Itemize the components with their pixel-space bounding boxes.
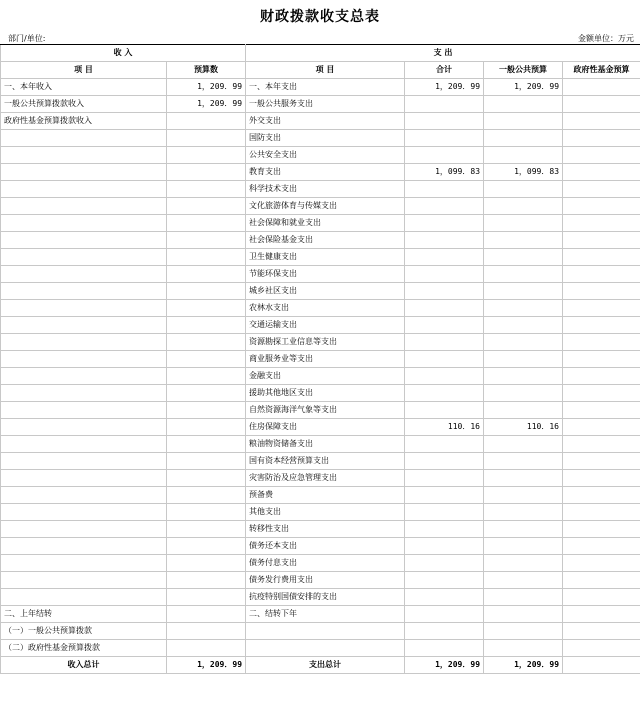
expense-general-cell	[484, 334, 563, 351]
expense-general-cell	[484, 521, 563, 538]
expense-item-cell: 国防支出	[246, 130, 405, 147]
expense-total-cell	[405, 589, 484, 606]
department-label: 部门/单位:	[8, 34, 46, 43]
income-item-cell: （一）一般公共预算拨款	[1, 623, 167, 640]
income-item-cell	[1, 300, 167, 317]
expense-general-cell	[484, 589, 563, 606]
expense-general-cell	[484, 113, 563, 130]
income-total-label: 收入总计	[1, 657, 167, 674]
income-budget-cell	[167, 419, 246, 436]
section-header-row	[1, 45, 640, 62]
table-row	[1, 266, 640, 283]
budget-table	[0, 44, 640, 674]
table-row	[1, 164, 640, 181]
table-row	[1, 368, 640, 385]
expense-item-cell: 一、本年支出	[246, 79, 405, 96]
income-item-cell: 一般公共预算拨款收入	[1, 96, 167, 113]
expense-total-cell	[405, 198, 484, 215]
income-budget-cell	[167, 215, 246, 232]
expense-general-cell: 1，209．99	[484, 79, 563, 96]
income-item-cell	[1, 538, 167, 555]
income-budget-cell	[167, 589, 246, 606]
table-row	[1, 572, 640, 589]
income-item-cell	[1, 521, 167, 538]
expense-total-cell: 1，099．83	[405, 164, 484, 181]
expense-fund-cell	[563, 266, 640, 283]
expense-total-cell	[405, 538, 484, 555]
expense-item-cell: 援助其他地区支出	[246, 385, 405, 402]
income-item-cell	[1, 164, 167, 181]
income-budget-cell	[167, 385, 246, 402]
expense-item-cell: 自然资源海洋气象等支出	[246, 402, 405, 419]
expense-general-cell	[484, 470, 563, 487]
expense-total-cell	[405, 215, 484, 232]
expense-item-cell: 交通运输支出	[246, 317, 405, 334]
income-budget-cell: 1，209．99	[167, 96, 246, 113]
expense-general-cell: 110．16	[484, 419, 563, 436]
expense-fund-cell	[563, 334, 640, 351]
expense-fund-cell	[563, 453, 640, 470]
expense-item-cell: 农林水支出	[246, 300, 405, 317]
expense-total-cell	[405, 470, 484, 487]
income-budget-cell	[167, 300, 246, 317]
income-budget-cell	[167, 572, 246, 589]
expense-total-cell	[405, 181, 484, 198]
expense-total-value: 1，209．99	[405, 657, 484, 674]
expense-fund-cell	[563, 640, 640, 657]
table-row	[1, 385, 640, 402]
expense-total-cell	[405, 266, 484, 283]
income-budget-cell	[167, 113, 246, 130]
expense-fund-cell	[563, 402, 640, 419]
table-row	[1, 606, 640, 623]
expense-item-cell	[246, 640, 405, 657]
expense-fund-cell	[563, 606, 640, 623]
expense-total-cell	[405, 147, 484, 164]
income-budget-cell	[167, 164, 246, 181]
expense-item-cell: 一般公共服务支出	[246, 96, 405, 113]
table-row	[1, 300, 640, 317]
expense-general-header: 一般公共预算	[484, 62, 563, 79]
table-row	[1, 470, 640, 487]
income-budget-cell	[167, 368, 246, 385]
table-row	[1, 96, 640, 113]
unit-label: 金额单位：万元	[578, 34, 634, 43]
expense-general-cell	[484, 368, 563, 385]
income-item-cell	[1, 487, 167, 504]
income-item-cell	[1, 266, 167, 283]
expense-general-cell	[484, 198, 563, 215]
expense-fund-cell	[563, 300, 640, 317]
expense-item-cell: 社会保险基金支出	[246, 232, 405, 249]
table-row	[1, 453, 640, 470]
expense-general-cell: 1，099．83	[484, 164, 563, 181]
income-budget-cell	[167, 402, 246, 419]
expense-fund-cell	[563, 538, 640, 555]
expense-fund-cell	[563, 317, 640, 334]
expense-general-cell	[484, 436, 563, 453]
expense-item-cell: 债务发行费用支出	[246, 572, 405, 589]
expense-general-cell	[484, 504, 563, 521]
expense-item-cell: 抗疫特别国债安排的支出	[246, 589, 405, 606]
income-budget-cell	[167, 147, 246, 164]
income-budget-cell	[167, 232, 246, 249]
table-row	[1, 113, 640, 130]
expense-fund-cell	[563, 113, 640, 130]
table-row	[1, 181, 640, 198]
income-item-cell	[1, 436, 167, 453]
expense-fund-cell	[563, 164, 640, 181]
expense-general-total-value: 1，209．99	[484, 657, 563, 674]
expense-item-cell: 资源勘探工业信息等支出	[246, 334, 405, 351]
expense-fund-cell	[563, 555, 640, 572]
expense-total-cell: 1，209．99	[405, 79, 484, 96]
totals-row	[1, 657, 640, 674]
income-item-cell	[1, 385, 167, 402]
expense-fund-cell	[563, 96, 640, 113]
expense-section-header: 支 出	[246, 45, 640, 62]
income-item-cell	[1, 504, 167, 521]
expense-fund-cell	[563, 368, 640, 385]
income-item-cell	[1, 368, 167, 385]
table-row	[1, 351, 640, 368]
expense-item-cell: 国有资本经营预算支出	[246, 453, 405, 470]
expense-general-cell	[484, 300, 563, 317]
expense-item-cell: 灾害防治及应急管理支出	[246, 470, 405, 487]
expense-item-cell: 住房保障支出	[246, 419, 405, 436]
income-item-cell: 政府性基金预算拨款收入	[1, 113, 167, 130]
table-row	[1, 147, 640, 164]
expense-item-cell: 科学技术支出	[246, 181, 405, 198]
expense-item-cell: 债务付息支出	[246, 555, 405, 572]
expense-general-cell	[484, 351, 563, 368]
income-item-cell	[1, 453, 167, 470]
expense-total-cell	[405, 436, 484, 453]
expense-total-cell	[405, 96, 484, 113]
income-item-cell	[1, 130, 167, 147]
income-item-cell	[1, 351, 167, 368]
expense-item-cell: 城乡社区支出	[246, 283, 405, 300]
table-row	[1, 215, 640, 232]
table-row	[1, 589, 640, 606]
income-budget-cell	[167, 266, 246, 283]
income-item-cell	[1, 419, 167, 436]
income-budget-cell	[167, 487, 246, 504]
expense-general-cell	[484, 572, 563, 589]
expense-total-cell	[405, 402, 484, 419]
income-item-cell: 一、本年收入	[1, 79, 167, 96]
expense-general-cell	[484, 453, 563, 470]
income-budget-cell	[167, 249, 246, 266]
expense-item-cell: 教育支出	[246, 164, 405, 181]
expense-general-cell	[484, 487, 563, 504]
expense-fund-cell	[563, 589, 640, 606]
income-budget-cell	[167, 504, 246, 521]
income-item-cell	[1, 283, 167, 300]
expense-item-cell: 文化旅游体育与传媒支出	[246, 198, 405, 215]
expense-general-cell	[484, 249, 563, 266]
expense-total-cell	[405, 640, 484, 657]
income-total-value: 1，209．99	[167, 657, 246, 674]
expense-general-cell	[484, 623, 563, 640]
expense-item-cell: 社会保障和就业支出	[246, 215, 405, 232]
table-row	[1, 436, 640, 453]
expense-general-cell	[484, 181, 563, 198]
expense-fund-cell	[563, 215, 640, 232]
income-budget-cell	[167, 470, 246, 487]
table-row	[1, 317, 640, 334]
expense-fund-total-value	[563, 657, 640, 674]
income-budget-cell	[167, 283, 246, 300]
table-row	[1, 555, 640, 572]
income-item-cell	[1, 232, 167, 249]
table-row	[1, 232, 640, 249]
expense-fund-cell	[563, 249, 640, 266]
report-title: 财政拨款收支总表	[260, 9, 380, 25]
income-budget-cell	[167, 640, 246, 657]
expense-total-cell	[405, 249, 484, 266]
income-item-cell	[1, 572, 167, 589]
expense-fund-cell	[563, 521, 640, 538]
income-budget-cell	[167, 351, 246, 368]
expense-general-cell	[484, 640, 563, 657]
expense-total-cell	[405, 385, 484, 402]
income-item-cell	[1, 215, 167, 232]
expense-total-cell	[405, 130, 484, 147]
expense-fund-cell	[563, 487, 640, 504]
income-section-header: 收 入	[1, 45, 246, 62]
income-budget-header: 预算数	[167, 62, 246, 79]
expense-general-cell	[484, 96, 563, 113]
income-budget-cell	[167, 198, 246, 215]
table-row	[1, 419, 640, 436]
income-budget-cell	[167, 606, 246, 623]
expense-fund-cell	[563, 79, 640, 96]
expense-total-cell	[405, 334, 484, 351]
income-budget-cell	[167, 538, 246, 555]
expense-total-cell	[405, 521, 484, 538]
income-budget-cell	[167, 181, 246, 198]
income-budget-cell	[167, 130, 246, 147]
income-item-cell	[1, 555, 167, 572]
income-item-header: 项 目	[1, 62, 167, 79]
expense-item-cell: 转移性支出	[246, 521, 405, 538]
income-budget-cell	[167, 334, 246, 351]
table-row	[1, 334, 640, 351]
expense-total-cell	[405, 317, 484, 334]
expense-general-cell	[484, 283, 563, 300]
expense-total-cell	[405, 623, 484, 640]
table-row	[1, 640, 640, 657]
expense-fund-cell	[563, 130, 640, 147]
expense-general-cell	[484, 317, 563, 334]
income-item-cell	[1, 470, 167, 487]
expense-fund-cell	[563, 147, 640, 164]
table-row	[1, 521, 640, 538]
expense-total-cell	[405, 300, 484, 317]
expense-total-cell	[405, 453, 484, 470]
expense-general-cell	[484, 215, 563, 232]
expense-item-cell: 金融支出	[246, 368, 405, 385]
table-row	[1, 130, 640, 147]
expense-general-cell	[484, 606, 563, 623]
income-item-cell	[1, 402, 167, 419]
expense-item-cell: 债务还本支出	[246, 538, 405, 555]
table-row	[1, 402, 640, 419]
income-budget-cell	[167, 623, 246, 640]
expense-item-header: 项 目	[246, 62, 405, 79]
table-row	[1, 538, 640, 555]
expense-fund-cell	[563, 436, 640, 453]
expense-general-cell	[484, 538, 563, 555]
expense-total-cell: 110．16	[405, 419, 484, 436]
expense-fund-cell	[563, 198, 640, 215]
income-item-cell	[1, 589, 167, 606]
expense-fund-cell	[563, 232, 640, 249]
table-row	[1, 487, 640, 504]
expense-item-cell	[246, 623, 405, 640]
income-budget-cell	[167, 436, 246, 453]
income-item-cell	[1, 198, 167, 215]
expense-total-cell	[405, 368, 484, 385]
income-budget-cell	[167, 521, 246, 538]
expense-total-label: 支出总计	[246, 657, 405, 674]
income-budget-cell	[167, 555, 246, 572]
income-item-cell: 二、上年结转	[1, 606, 167, 623]
expense-fund-cell	[563, 572, 640, 589]
expense-total-cell	[405, 606, 484, 623]
expense-item-cell: 节能环保支出	[246, 266, 405, 283]
income-item-cell	[1, 249, 167, 266]
expense-total-cell	[405, 232, 484, 249]
expense-general-cell	[484, 266, 563, 283]
expense-total-cell	[405, 283, 484, 300]
expense-item-cell: 预备费	[246, 487, 405, 504]
income-item-cell	[1, 317, 167, 334]
table-row	[1, 623, 640, 640]
table-row	[1, 198, 640, 215]
expense-item-cell: 外交支出	[246, 113, 405, 130]
expense-item-cell: 商业服务业等支出	[246, 351, 405, 368]
expense-general-cell	[484, 385, 563, 402]
income-budget-cell	[167, 453, 246, 470]
expense-item-cell: 卫生健康支出	[246, 249, 405, 266]
expense-general-cell	[484, 130, 563, 147]
expense-total-cell	[405, 555, 484, 572]
expense-general-cell	[484, 402, 563, 419]
expense-fund-cell	[563, 181, 640, 198]
expense-fund-header: 政府性基金预算	[563, 62, 640, 79]
expense-total-cell	[405, 572, 484, 589]
expense-item-cell: 其他支出	[246, 504, 405, 521]
expense-fund-cell	[563, 504, 640, 521]
expense-item-cell: 公共安全支出	[246, 147, 405, 164]
expense-total-header: 合计	[405, 62, 484, 79]
expense-fund-cell	[563, 623, 640, 640]
expense-item-cell: 二、结转下年	[246, 606, 405, 623]
table-row	[1, 249, 640, 266]
expense-fund-cell	[563, 419, 640, 436]
income-item-cell	[1, 147, 167, 164]
expense-general-cell	[484, 555, 563, 572]
table-row	[1, 283, 640, 300]
expense-total-cell	[405, 487, 484, 504]
expense-item-cell: 粮油物资储备支出	[246, 436, 405, 453]
income-item-cell	[1, 181, 167, 198]
column-header-row	[1, 62, 640, 79]
expense-total-cell	[405, 504, 484, 521]
table-row	[1, 79, 640, 96]
expense-total-cell	[405, 351, 484, 368]
income-item-cell: （二）政府性基金预算拨款	[1, 640, 167, 657]
expense-general-cell	[484, 232, 563, 249]
income-budget-cell: 1，209．99	[167, 79, 246, 96]
table-row	[1, 504, 640, 521]
income-budget-cell	[167, 317, 246, 334]
expense-fund-cell	[563, 283, 640, 300]
expense-general-cell	[484, 147, 563, 164]
expense-fund-cell	[563, 351, 640, 368]
expense-fund-cell	[563, 385, 640, 402]
expense-fund-cell	[563, 470, 640, 487]
expense-total-cell	[405, 113, 484, 130]
income-item-cell	[1, 334, 167, 351]
